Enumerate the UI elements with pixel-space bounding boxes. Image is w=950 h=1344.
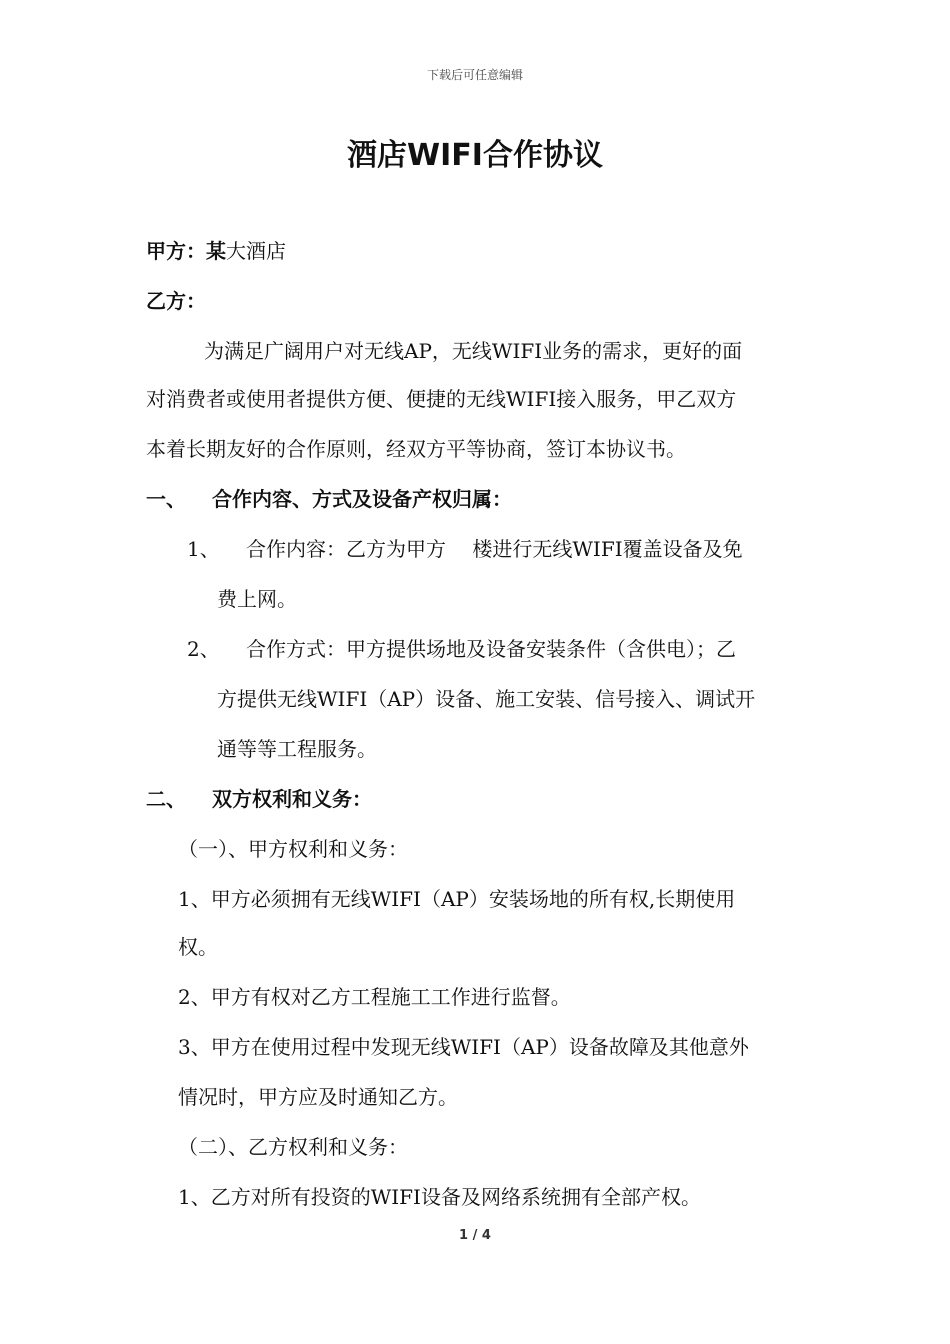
- page-number: 1 / 4: [459, 1228, 491, 1243]
- section-2-number: 二、: [146, 787, 186, 811]
- b-item-line-1: 1、乙方对所有投资的WIFI设备及网络系统拥有全部产权。: [178, 1185, 701, 1209]
- s1-item-2-number: 2、: [187, 637, 220, 661]
- section-1-title: 合作内容、方式及设备产权归属：: [212, 487, 512, 511]
- intro-line-3: 本着长期友好的合作原则，经双方平等协商，签订本协议书。: [146, 437, 686, 461]
- intro-line-1: 为满足广阔用户对无线AP，无线WIFI业务的需求，更好的面: [204, 339, 743, 363]
- s1-item-1-text: 合作内容：乙方为甲方 楼进行无线WIFI覆盖设备及免: [246, 537, 743, 561]
- party-a-label: 甲方：某: [146, 239, 226, 263]
- party-b-label: 乙方：: [146, 289, 206, 313]
- a-item-line-1: 1、甲方必须拥有无线WIFI（AP）安装场地的所有权,长期使用: [178, 887, 736, 911]
- a-item-line-4: 3、甲方在使用过程中发现无线WIFI（AP）设备故障及其他意外: [178, 1035, 749, 1059]
- a-item-line-3: 2、甲方有权对乙方工程施工工作进行监督。: [178, 985, 571, 1009]
- sub-heading-party-b: （二）、乙方权利和义务：: [178, 1135, 408, 1159]
- party-a-value: 大酒店: [226, 239, 286, 263]
- page-header: 下载后可任意编辑: [426, 68, 523, 82]
- document-title: 酒店WIFI合作协议: [347, 138, 603, 173]
- a-item-line-2: 权。: [178, 935, 218, 959]
- s1-item-2-text: 合作方式：甲方提供场地及设备安装条件（含供电）；乙: [246, 637, 736, 661]
- sub-heading-party-a: （一）、甲方权利和义务：: [178, 837, 408, 861]
- a-item-line-5: 情况时，甲方应及时通知乙方。: [178, 1085, 458, 1109]
- intro-line-2: 对消费者或使用者提供方便、便捷的无线WIFI接入服务，甲乙双方: [146, 387, 737, 411]
- s1-item-1-cont: 费上网。: [217, 587, 297, 611]
- s1-item-1-number: 1、: [187, 537, 220, 561]
- section-1-number: 一、: [146, 487, 186, 511]
- s1-item-2-cont-1: 方提供无线WIFI（AP）设备、施工安装、信号接入、调试开: [217, 687, 756, 711]
- s1-item-2-cont-2: 通等等工程服务。: [217, 737, 377, 761]
- section-2-title: 双方权利和义务：: [212, 787, 372, 811]
- party-a: [146, 236, 286, 266]
